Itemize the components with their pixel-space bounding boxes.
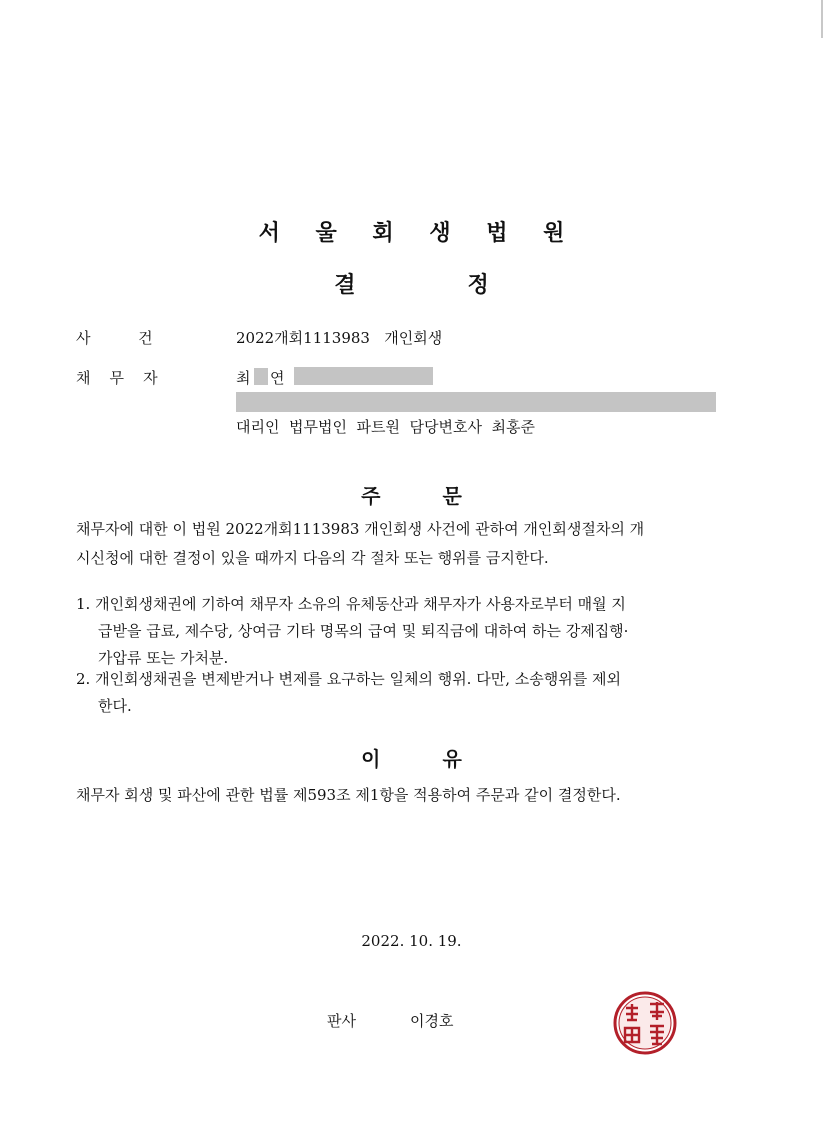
order-item-2-line-2: 한다. [98, 697, 132, 715]
judge-seal-icon [612, 990, 678, 1056]
debtor-label: 채 무 자 [76, 369, 158, 387]
decision-date: 2022. 10. 19. [361, 932, 462, 950]
judge-title: 판사 [327, 1012, 356, 1030]
document-type-char-1: 결 [334, 273, 356, 298]
order-intro [76, 515, 748, 573]
case-number: 2022개회1113983 개인회생 [236, 329, 443, 347]
order-intro-line-2: 시신청에 대한 결정이 있을 때까지 다음의 각 절차 또는 행위를 금지한다. [76, 549, 549, 567]
reason-text: 채무자 회생 및 파산에 관한 법률 제593조 제1항을 적용하여 주문과 같이 결정한다. [76, 786, 621, 804]
judge-name: 이경호 [410, 1012, 454, 1030]
reason-heading [0, 743, 823, 772]
debtor-address-redaction [236, 392, 716, 412]
debtor-id-redaction [294, 367, 433, 385]
court-name: 서 울 회 생 법 원 [258, 221, 579, 246]
reason-heading-char-1: 이 [361, 747, 381, 771]
order-item-1-line-1: 1. 개인회생채권에 기하여 채무자 소유의 유체동산과 채무자가 사용자로부터 매월 지 [76, 595, 626, 613]
reason-heading-char-2: 유 [442, 747, 462, 771]
debtor-name-redaction [254, 368, 268, 385]
order-heading-char-2: 문 [442, 484, 462, 508]
order-item-2-line-1: 2. 개인회생채권을 변제받거나 변제를 요구하는 일체의 행위. 다만, 소송행위를 제외 [76, 670, 621, 688]
case-label: 사 건 [76, 329, 153, 347]
debtor-name-last: 연 [270, 369, 285, 387]
order-heading-char-1: 주 [361, 484, 381, 508]
document-type-char-2: 정 [467, 273, 489, 298]
order-item-1-line-3: 가압류 또는 가처분. [98, 649, 229, 667]
order-item-1-line-2: 급받을 급료, 제수당, 상여금 기타 명목의 급여 및 퇴직금에 대하여 하는 강제집행· [98, 622, 629, 640]
document-type-title [0, 268, 823, 299]
order-item-1 [76, 591, 628, 672]
order-item-2 [76, 666, 621, 720]
order-intro-line-1: 채무자에 대한 이 법원 2022개회1113983 개인회생 사건에 관하여 개인회생절차의 개 [76, 520, 645, 538]
debtor-agent: 대리인 법무법인 파트원 담당변호사 최홍준 [236, 418, 535, 436]
debtor-name-first: 최 [236, 369, 251, 387]
order-heading [0, 480, 823, 509]
